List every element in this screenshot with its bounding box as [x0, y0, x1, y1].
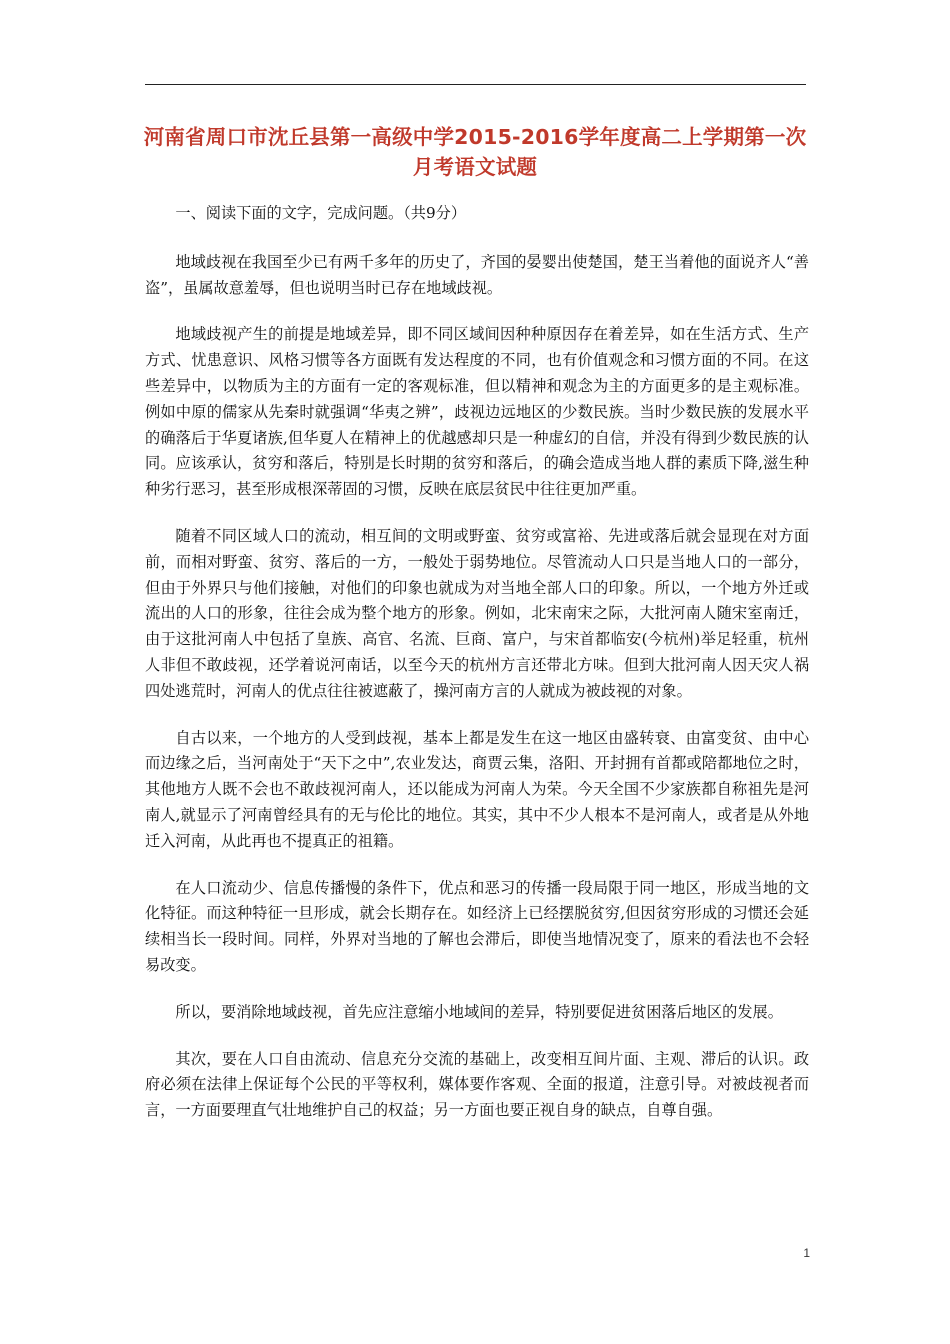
paragraph-5: 在人口流动少、信息传播慢的条件下，优点和恶习的传播一段局限于同一地区，形成当地的文化特征。而这种特征一旦形成，就会长期存在。如经济上已经摆脱贫穷,但因贫穷形成的习惯还会延续相当长一段时间。同样，外界对当地的了解也会滞后，即使当地情况变了，原来的看法也不会轻易改变。: [145, 878, 809, 974]
page-number: 1: [803, 1246, 810, 1260]
paragraph-3: 随着不同区域人口的流动，相互间的文明或野蛮、贫穷或富裕、先进或落后就会显现在对方面前，而相对野蛮、贫穷、落后的一方，一般处于弱势地位。尽管流动人口只是当地人口的一部分，但由于外界只与他们接触，对他们的印象也就成为对当地全部人口的印象。所以，一个地方外迁或流出的人口的形象，往往会成为整个地方的形象。例如，北宋南宋之际，大批河南人随宋室南迁，由于这批河南人中包括了皇族、高官、名流、巨商、富户，与宋首都临安(今杭州)举足轻重，杭州人非但不敢歧视，还学着说河南话，以至今天的杭州方言还带北方味。但到大批河南人因天灾人祸四处逃荒时，河南人的优点往往被遮蔽了，操河南方言的人就成为被歧视的对象。: [145, 526, 809, 700]
document-body: [145, 201, 809, 1145]
document-title: 河南省周口市沈丘县第一高级中学2015-2016学年度高二上学期第一次月考语文试题: [143, 125, 807, 179]
paragraph-1: 地域歧视在我国至少已有两千多年的历史了，齐国的晏婴出使楚国，楚王当着他的面说齐人“善盗”，虽属故意羞辱，但也说明当时已存在地域歧视。: [145, 252, 809, 297]
paragraph-6: 所以，要消除地域歧视，首先应注意缩小地域间的差异，特别要促进贫困落后地区的发展。: [175, 1002, 783, 1021]
paragraph-4: 自古以来，一个地方的人受到歧视，基本上都是发生在这一地区由盛转衰、由富变贫、由中心而边缘之后，当河南处于“天下之中”,农业发达，商贾云集，洛阳、开封拥有首都或陪都地位之时，其他地方人既不会也不敢歧视河南人，还以能成为河南人为荣。今天全国不少家族都自称祖先是河南人,就显示了河南曾经具有的无与伦比的地位。其实，其中不少人根本不是河南人，或者是从外地迁入河南，从此再也不提真正的祖籍。: [145, 728, 809, 850]
paragraph-7: 其次，要在人口自由流动、信息充分交流的基础上，改变相互间片面、主观、滞后的认识。政府必须在法律上保证每个公民的平等权利，媒体要作客观、全面的报道，注意引导。对被歧视者而言，一方面要理直气壮地维护自己的权益；另一方面也要正视自身的缺点，自尊自强。: [145, 1049, 809, 1120]
section-heading: 一、阅读下面的文字，完成问题。（共9分）: [175, 204, 467, 222]
paragraph-2: 地域歧视产生的前提是地域差异，即不同区域间因种种原因存在着差异，如在生活方式、生产方式、忧患意识、风格习惯等各方面既有发达程度的不同，也有价值观念和习惯方面的不同。在这些差异中，以物质为主的方面有一定的客观标准，但以精神和观念为主的方面更多的是主观标准。例如中原的儒家从先秦时就强调“华夷之辨”，歧视边远地区的少数民族。当时少数民族的发展水平的确落后于华夏诸族,但华夏人在精神上的优越感却只是一种虚幻的自信，并没有得到少数民族的认同。应该承认，贫穷和落后，特别是长时期的贫穷和落后，的确会造成当地人群的素质下降,滋生种种劣行恶习，甚至形成根深蒂固的习惯，反映在底层贫民中往往更加严重。: [145, 325, 809, 499]
header-rule: [145, 84, 806, 85]
